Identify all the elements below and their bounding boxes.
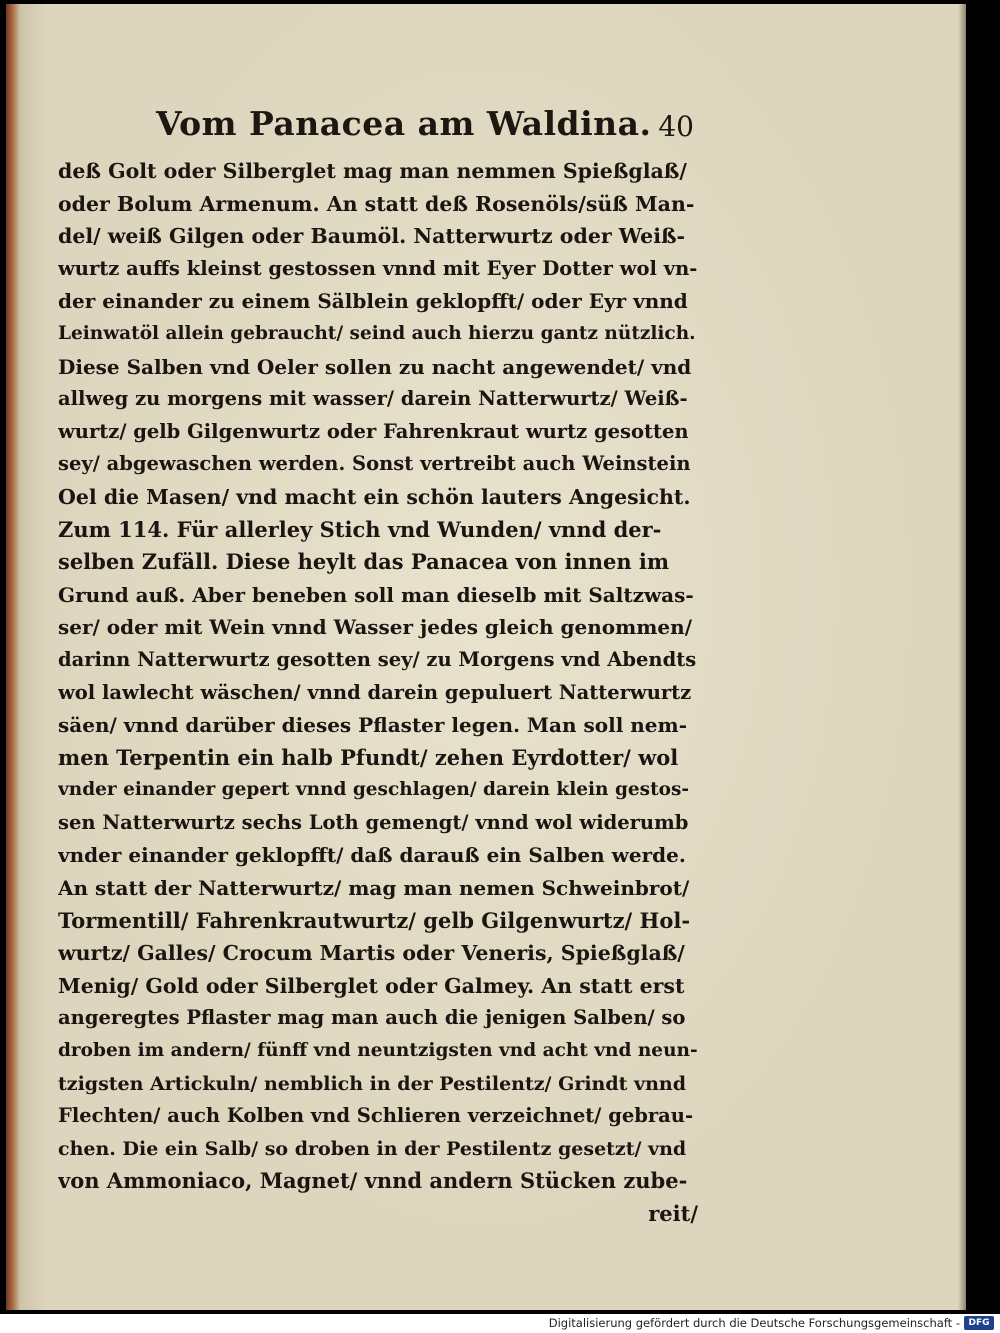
page-edge-shadow xyxy=(958,4,966,1310)
text-line: wurtz/ gelb Gilgenwurtz oder Fahrenkraut wurtz gesotten xyxy=(58,419,689,443)
text-line: angeregtes Pflaster mag man auch die jenigen Salben/ so xyxy=(58,1006,686,1030)
dfg-logo: DFG xyxy=(964,1316,994,1330)
text-line: säen/ vnnd darüber dieses Pflaster legen. Man soll nem- xyxy=(58,713,687,738)
text-line: An statt der Natterwurtz/ mag man nemen Schweinbrot/ xyxy=(58,876,690,901)
text-line: wurtz auffs kleinst gestossen vnnd mit Eyer Dotter wol vn- xyxy=(58,256,698,280)
text-line: men Terpentin ein halb Pfundt/ zehen Eyrdotter/ wol xyxy=(58,744,679,770)
text-line: sen Natterwurtz sechs Loth gemengt/ vnnd wol widerumb xyxy=(58,810,689,834)
book-page xyxy=(6,4,966,1310)
text-line: vnder einander geklopfft/ daß darauß ein Salben werde. xyxy=(58,843,686,868)
text-line: Tormentill/ Fahrenkrautwurtz/ gelb Gilgenwurtz/ Hol- xyxy=(58,907,691,933)
text-line: von Ammoniaco, Magnet/ vnnd andern Stücken zube- xyxy=(58,1168,688,1194)
text-line: vnder einander gepert vnnd geschlagen/ darein klein gestos- xyxy=(58,779,690,801)
text-line: sey/ abgewaschen werden. Sonst vertreibt auch Weinstein xyxy=(58,452,691,476)
text-line: deß Golt oder Silberglet mag man nemmen Spießglaß/ xyxy=(58,159,687,183)
page-number: 40 xyxy=(658,110,694,143)
text-line: Diese Salben vnd Oeler sollen zu nacht angewendet/ vnd xyxy=(58,354,692,379)
text-line: ser/ oder mit Wein vnnd Wasser jedes gleich genommen/ xyxy=(58,615,692,640)
body-text xyxy=(58,155,698,1231)
text-line: tzigsten Artickuln/ nemblich in der Pestilentz/ Grindt vnnd xyxy=(58,1072,687,1095)
catchword: reit/ xyxy=(648,1201,698,1226)
funding-notice: Digitalisierung gefördert durch die Deutsche Forschungsgemeinschaft - xyxy=(548,1316,960,1330)
text-line: Zum 114. Für allerley Stich vnd Wunden/ vnnd der- xyxy=(58,516,662,542)
text-line: selben Zufäll. Diese heylt das Panacea von innen im xyxy=(58,549,670,575)
text-line: wurtz/ Galles/ Crocum Martis oder Veneris, Spießglaß/ xyxy=(58,941,685,966)
text-line: wol lawlecht wäschen/ vnnd darein gepuluert Natterwurtz xyxy=(58,680,692,704)
text-line: Flechten/ auch Kolben vnd Schlieren verzeichnet/ gebrau- xyxy=(58,1104,694,1128)
binding-edge xyxy=(6,4,20,1310)
text-line: Grund auß. Aber beneben soll man dieselb mit Saltzwas- xyxy=(58,582,694,607)
text-line: oder Bolum Armenum. An statt deß Rosenöls/süß Man- xyxy=(58,191,695,216)
page-title: Vom Panacea am Waldina. xyxy=(156,104,652,143)
text-line: der einander zu einem Sälblein geklopfft/ oder Eyr vnnd xyxy=(58,289,688,314)
text-line: allweg zu morgens mit wasser/ darein Natterwurtz/ Weiß- xyxy=(58,387,688,411)
text-line: Menig/ Gold oder Silberglet oder Galmey. An statt erst xyxy=(58,973,685,998)
text-line: droben im andern/ fünff vnd neuntzigsten vnd acht vnd neun- xyxy=(58,1040,698,1062)
text-line: del/ weiß Gilgen oder Baumöl. Natterwurtz oder Weiß- xyxy=(58,224,686,249)
text-line: Leinwatöl allein gebraucht/ seind auch hierzu gantz nützlich. xyxy=(58,322,696,344)
text-line: chen. Die ein Salb/ so droben in der Pestilentz gesetzt/ vnd xyxy=(58,1137,687,1160)
running-head xyxy=(156,104,694,152)
text-line: Oel die Masen/ vnd macht ein schön lauters Angesicht. xyxy=(58,484,691,509)
text-line: darinn Natterwurtz gesotten sey/ zu Morgens vnd Abendts xyxy=(58,647,697,671)
footer-bar xyxy=(0,1314,1000,1333)
